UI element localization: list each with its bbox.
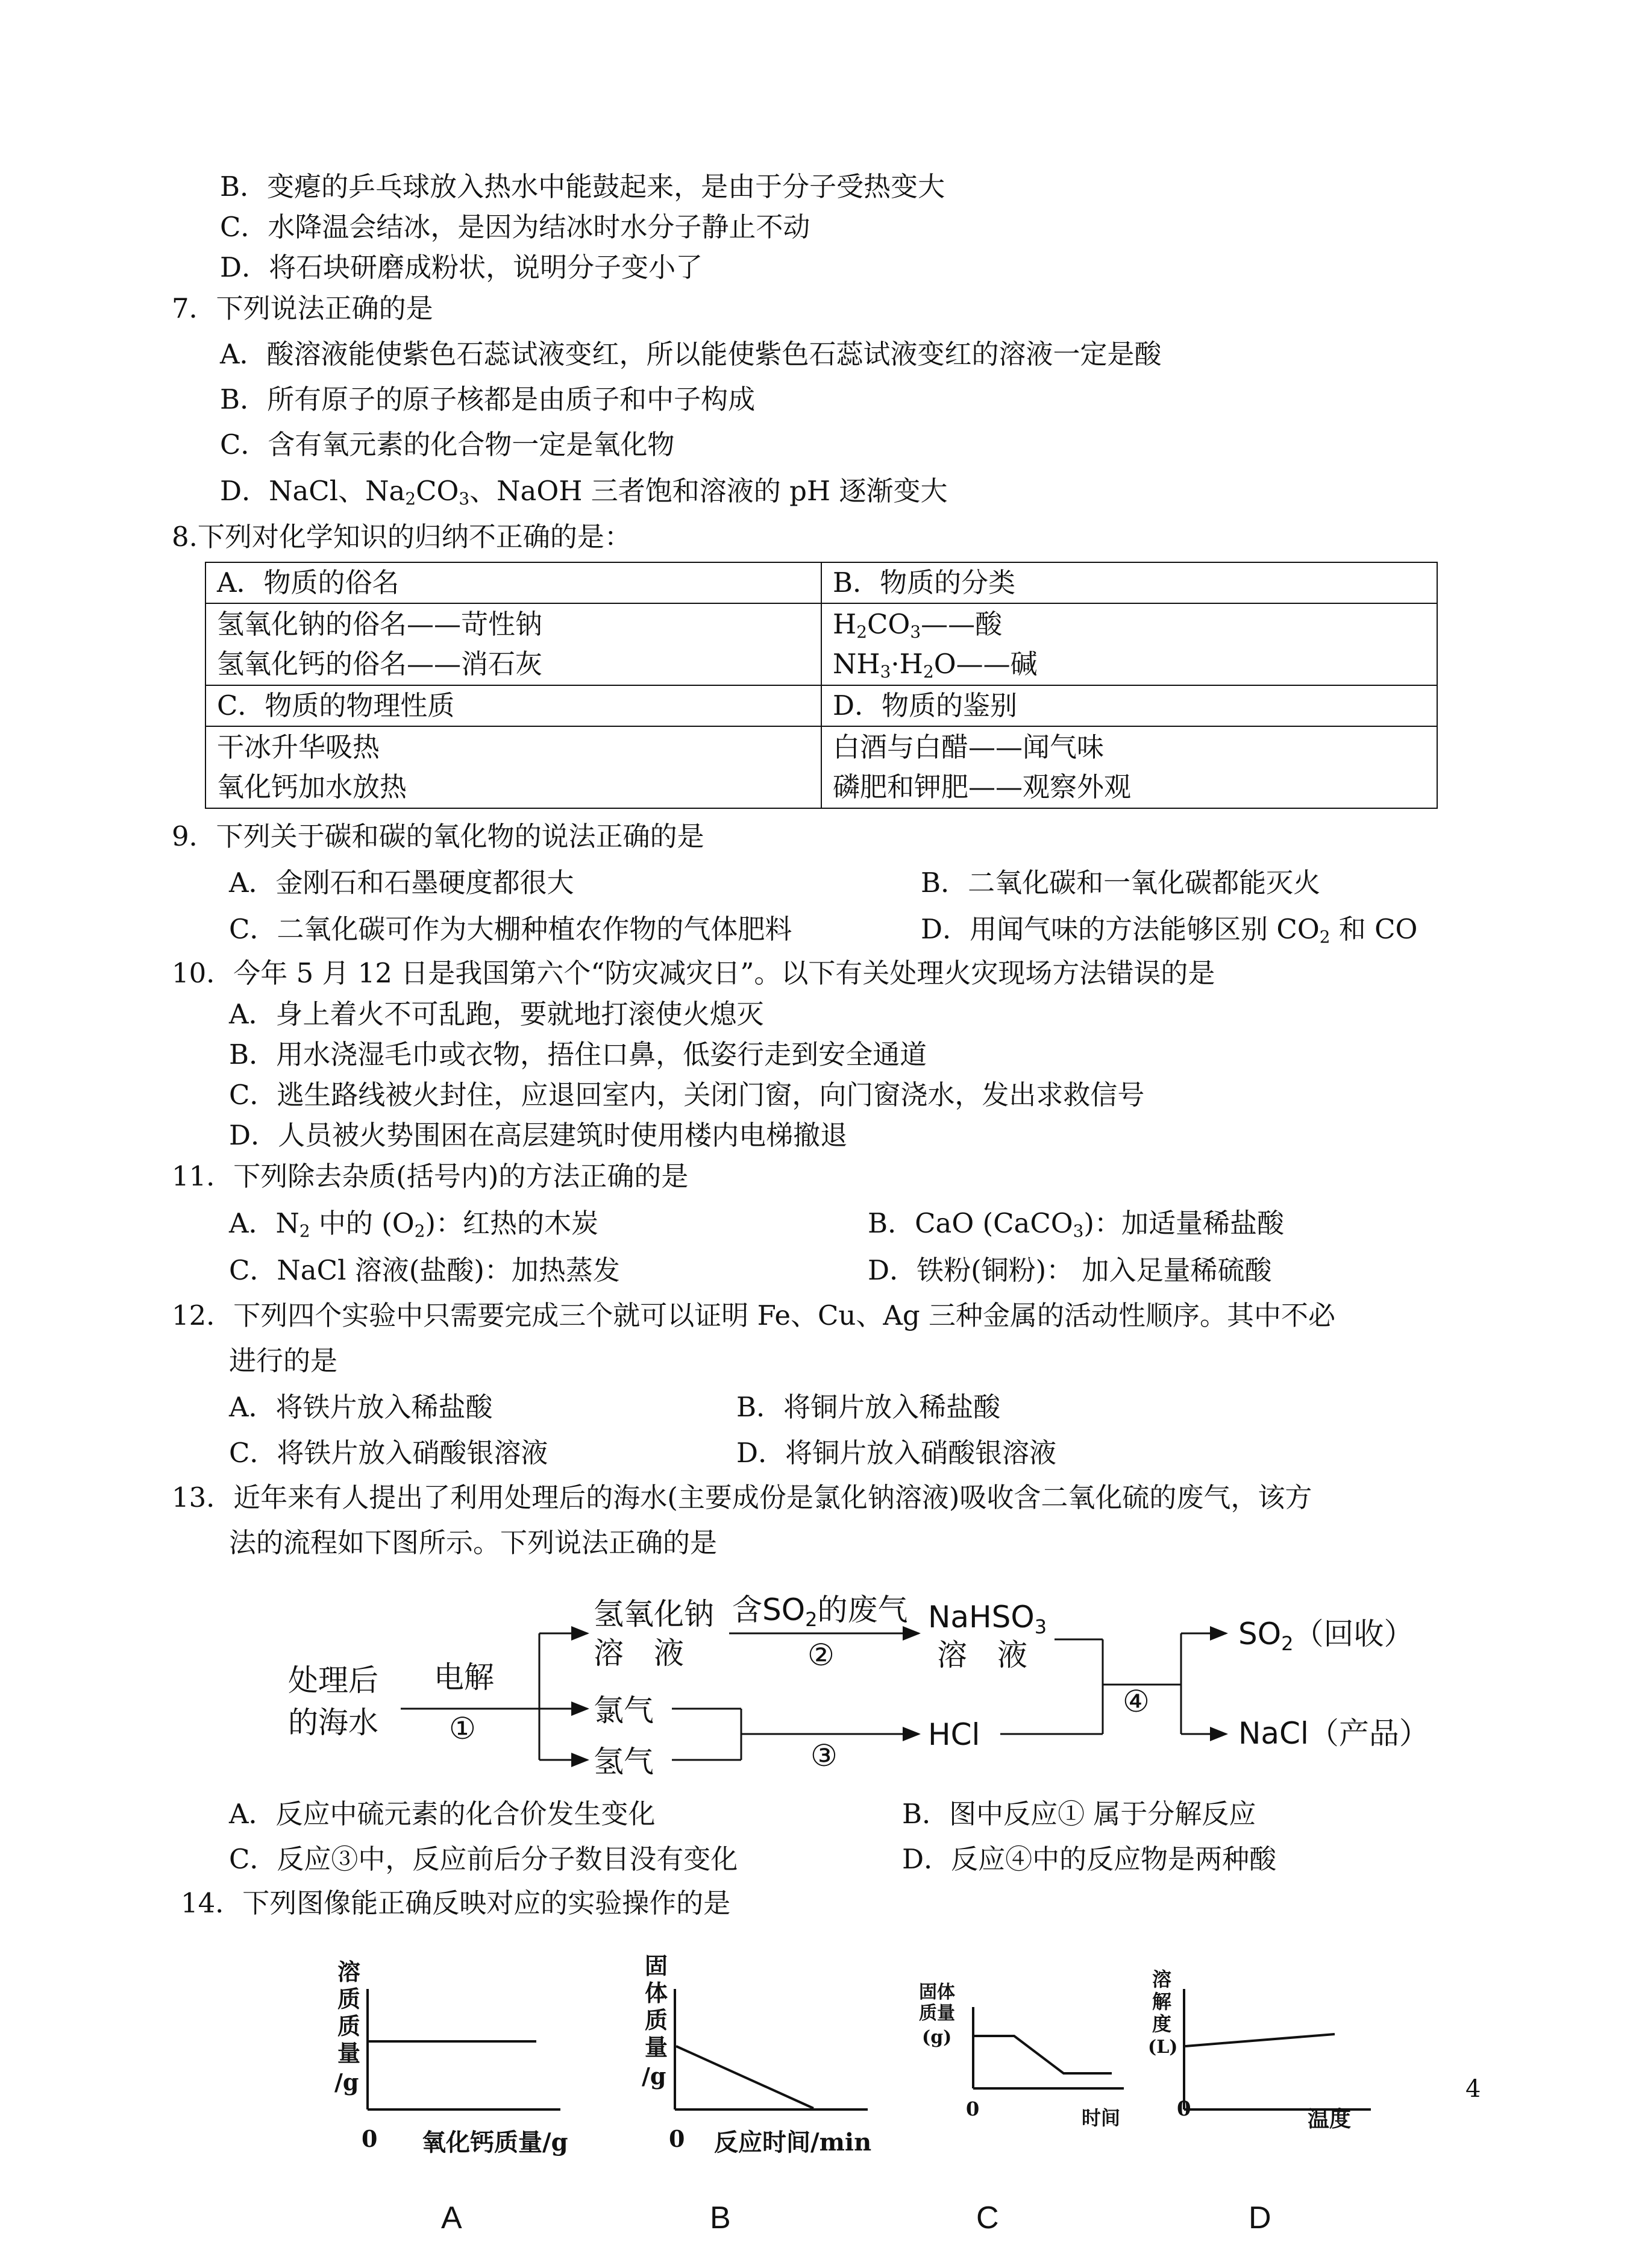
q11-option-a: A．$N_2$ 中的 $(O_2)$：红热的木炭 — [229, 1207, 598, 1241]
q12-stem-line2: 进行的是 — [229, 1345, 338, 1377]
flow-gas1: 氯气 — [594, 1693, 654, 1728]
flow-hcl: HCl — [928, 1717, 980, 1752]
graph-d-ylabel-2: 解 — [1152, 1990, 1172, 2013]
graph-a-xlabel: 氧化钙质量/g — [422, 2128, 568, 2156]
graph-a-letter: A — [441, 2200, 462, 2235]
q11-option-d: D．铁粉(铜粉)： 加入足量稀硫酸 — [868, 1254, 1272, 1286]
graph-c-ylabel-1: 固体 — [919, 1982, 955, 2003]
q9-option-d: D．用闻气味的方法能够区别 $CO_2$ 和 CO — [921, 913, 1418, 947]
q8-c-line2: 氧化钙加水放热 — [217, 771, 407, 803]
q10-option-c: C．逃生路线被火封住，应退回室内，关闭门窗，向门窗浇水，发出求救信号 — [229, 1079, 1145, 1111]
graph-d-ylabel-3: 度 — [1152, 2012, 1172, 2035]
graph-c-xlabel: 时间 — [1082, 2106, 1121, 2129]
graph-d-letter: D — [1249, 2200, 1271, 2235]
q10-option-d: D．人员被火势围困在高层建筑时使用楼内电梯撤退 — [229, 1119, 848, 1151]
q8-b-line1: $H_2CO_3——$酸 — [833, 608, 1003, 642]
graph-a-ylabel-5: /g — [334, 2069, 359, 2096]
flow-step3-num: ③ — [810, 1738, 838, 1773]
q7-stem: 7．下列说法正确的是 — [172, 292, 433, 324]
flow-gas2: 氢气 — [594, 1744, 654, 1779]
q12-option-d: D．将铜片放入硝酸银溶液 — [736, 1437, 1057, 1469]
q9-stem: 9．下列关于碳和碳的氧化物的说法正确的是 — [172, 820, 704, 852]
flow-naoh-line2: 溶 液 — [594, 1636, 684, 1671]
q6-option-c: C．水降温会结冰，是因为结冰时水分子静止不动 — [220, 211, 810, 243]
q11-option-b: B．CaO (CaCO$_3$)：加适量稀盐酸 — [868, 1207, 1284, 1241]
q8-c-line1: 干冰升华吸热 — [217, 731, 380, 763]
flow-nahso3-line1: NaHSO$_3$ — [928, 1600, 1047, 1638]
page-number: 4 — [1465, 2075, 1481, 2103]
q8-b-line2: $NH_3\cdot H_2O——$碱 — [833, 648, 1038, 682]
flow-source-line1: 处理后 — [288, 1663, 378, 1698]
q10-option-a: A．身上着火不可乱跑，要就地打滚使火熄灭 — [229, 998, 764, 1030]
graph-b-ylabel-5: /g — [642, 2062, 666, 2090]
graph-a — [334, 1958, 568, 2156]
graph-b-origin: 0 — [669, 2125, 685, 2152]
q13-option-d: D．反应④中的反应物是两种酸 — [902, 1843, 1277, 1875]
q8-d-line1: 白酒与白醋——闻气味 — [833, 731, 1105, 763]
graph-b-ylabel-1: 固 — [645, 1952, 668, 1979]
q12-option-c: C．将铁片放入硝酸银溶液 — [229, 1437, 548, 1469]
graph-d-xlabel: 温度 — [1308, 2106, 1352, 2132]
q13-stem-line1: 13．近年来有人提出了利用处理后的海水(主要成份是氯化钠溶液)吸收含二氧化硫的废气，该方 — [172, 1481, 1312, 1513]
flow-step1-label: 电解 — [434, 1660, 494, 1695]
q12-option-a: A．将铁片放入稀盐酸 — [229, 1391, 493, 1423]
q6-option-d: D．将石块研磨成粉状，说明分子变小了 — [220, 251, 703, 283]
q8-d-line2: 磷肥和钾肥——观察外观 — [833, 771, 1132, 803]
q7-option-d: D．NaCl、$Na_2CO_3$、NaOH 三者饱和溶液的 pH 逐渐变大 — [220, 475, 948, 509]
flow-so2-gas-label: 含$SO_2$的废气 — [732, 1592, 908, 1631]
flow-step4-num: ④ — [1123, 1684, 1150, 1719]
graph-a-ylabel-4: 量 — [337, 2040, 361, 2067]
flow-step1-num: ① — [449, 1711, 476, 1746]
graph-c-ylabel-3: (g) — [922, 2027, 952, 2048]
graph-d-ylabel-4: (L) — [1148, 2037, 1178, 2058]
q13-option-b: B．图中反应① 属于分解反应 — [902, 1798, 1256, 1830]
graph-c — [919, 1982, 1124, 2129]
graph-a-ylabel-2: 质 — [337, 1985, 361, 2012]
q10-stem: 10．今年 5 月 12 日是我国第六个“防灾减灾日”。以下有关处理火灾现场方法错误的是 — [172, 957, 1215, 989]
q10-option-b: B．用水浇湿毛巾或衣物，捂住口鼻，低姿行走到安全通道 — [229, 1038, 927, 1070]
q12-option-b: B．将铜片放入稀盐酸 — [736, 1391, 1001, 1423]
graph-b-ylabel-4: 量 — [645, 2034, 668, 2061]
q8-cell-b-head: B．物质的分类 — [821, 562, 1437, 603]
q12-stem-line1: 12．下列四个实验中只需要完成三个就可以证明 Fe、Cu、Ag 三种金属的活动性顺序。其中不必 — [172, 1299, 1335, 1331]
q11-option-c: C．NaCl 溶液(盐酸)：加热蒸发 — [229, 1254, 620, 1286]
q11-stem: 11．下列除去杂质(括号内)的方法正确的是 — [172, 1160, 689, 1192]
graph-b-curve — [676, 2046, 813, 2108]
q7-option-a: A．酸溶液能使紫色石蕊试液变红，所以能使紫色石蕊试液变红的溶液一定是酸 — [220, 338, 1162, 370]
flow-step2-num: ② — [807, 1638, 835, 1673]
q14-stem: 14．下列图像能正确反映对应的实验操作的是 — [181, 1887, 731, 1919]
graph-a-ylabel-3: 质 — [337, 2012, 361, 2040]
graph-c-ylabel-2: 质量 — [919, 2003, 955, 2024]
flow-source-line2: 的海水 — [288, 1705, 378, 1740]
flow-so2-out: $SO_2$（回收） — [1238, 1616, 1414, 1655]
flow-naoh-line1: 氢氧化钠 — [594, 1597, 714, 1632]
graph-a-ylabel-1: 溶 — [337, 1958, 361, 1985]
q13-stem-line2: 法的流程如下图所示。下列说法正确的是 — [229, 1527, 718, 1559]
flow-nacl-out: NaCl（产品） — [1238, 1716, 1429, 1751]
q8-cell-a-head: A．物质的俗名 — [205, 562, 821, 603]
q8-cell-c-head: C．物质的物理性质 — [205, 685, 821, 726]
q9-option-c: C．二氧化碳可作为大棚种植农作物的气体肥料 — [229, 913, 792, 945]
graph-d — [1148, 1968, 1371, 2132]
q9-option-b: B．二氧化碳和一氧化碳都能灭火 — [921, 867, 1321, 899]
q9-option-a: A．金刚石和石墨硬度都很大 — [229, 867, 574, 899]
q13-option-a: A．反应中硫元素的化合价发生变化 — [229, 1798, 656, 1830]
q13-option-c: C．反应③中，反应前后分子数目没有变化 — [229, 1843, 738, 1875]
flow-nahso3-line2: 溶 液 — [937, 1638, 1027, 1673]
q7-option-c: C．含有氧元素的化合物一定是氧化物 — [220, 429, 675, 460]
graph-d-ylabel-1: 溶 — [1152, 1968, 1172, 1991]
graph-b-ylabel-3: 质 — [645, 2006, 668, 2034]
graph-c-origin: 0 — [966, 2097, 980, 2120]
graph-c-curve — [974, 2036, 1112, 2073]
graph-b — [642, 1952, 871, 2156]
q8-stem: 8.下列对化学知识的归纳不正确的是： — [172, 521, 632, 553]
graph-d-curve — [1185, 2034, 1335, 2046]
q8-a-line1: 氢氧化钠的俗名——苛性钠 — [217, 608, 543, 640]
q6-option-b: B．变瘪的乒乓球放入热水中能鼓起来，是由于分子受热变大 — [220, 171, 945, 203]
q8-cell-d-head: D．物质的鉴别 — [821, 685, 1437, 726]
graph-d-origin: 0 — [1177, 2097, 1191, 2121]
graph-b-ylabel-2: 体 — [645, 1979, 668, 2006]
graph-a-origin: 0 — [362, 2125, 378, 2152]
graph-b-xlabel: 反应时间/min — [714, 2128, 872, 2156]
q7-option-b: B．所有原子的原子核都是由质子和中子构成 — [220, 383, 756, 415]
graph-c-letter: C — [976, 2200, 999, 2235]
q8-a-line2: 氢氧化钙的俗名——消石灰 — [217, 648, 543, 680]
graph-b-letter: B — [710, 2200, 731, 2235]
